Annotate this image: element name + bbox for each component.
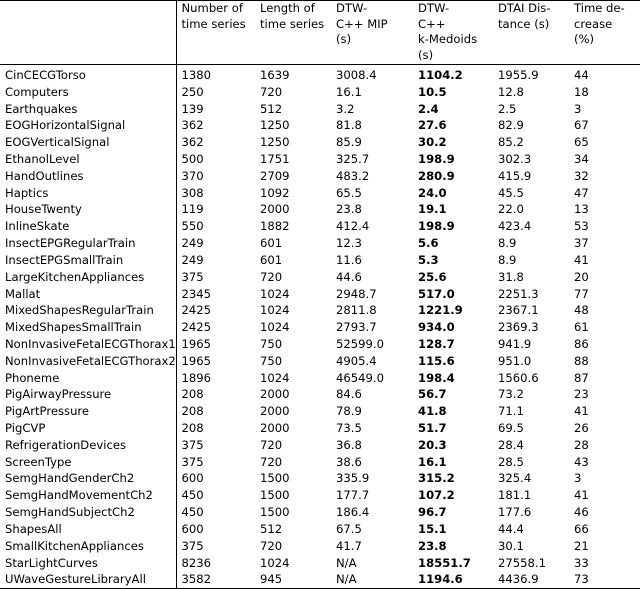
table-row	[0, 235, 640, 252]
header-line: Number of	[181, 1, 243, 15]
table-cell: 423.4	[498, 219, 532, 234]
table-cell: 32	[574, 168, 589, 183]
table-row	[0, 370, 640, 387]
table-cell: 2811.8	[336, 303, 377, 318]
table-cell: ShapesAll	[0, 521, 176, 538]
table-cell: 3582	[181, 572, 212, 587]
table-cell: PigArtPressure	[0, 403, 176, 420]
table-cell: StarLightCurves	[0, 555, 176, 572]
table-cell: 19.1	[418, 202, 447, 217]
table-cell: 23	[574, 387, 589, 402]
table-row	[0, 218, 640, 235]
table-cell: InsectEPGSmallTrain	[0, 252, 176, 269]
table-cell: 51.7	[418, 421, 447, 436]
table-cell: 3	[574, 101, 582, 116]
table-cell: 24.0	[418, 185, 447, 200]
table-cell: 1024	[260, 370, 290, 385]
table-cell: 84.6	[336, 387, 362, 402]
table-cell: 1250	[260, 118, 290, 133]
table-cell: MixedShapesSmallTrain	[0, 319, 176, 336]
table-cell: PigCVP	[0, 420, 176, 437]
table-cell: 22.0	[498, 202, 524, 217]
table-row	[0, 487, 640, 504]
table-cell: Earthquakes	[0, 101, 176, 118]
table-cell: 720	[260, 454, 283, 469]
table-row	[0, 319, 640, 336]
header-dtw-cpp-mip	[331, 1, 413, 65]
table-cell: 87	[574, 370, 589, 385]
table-cell: 128.7	[418, 336, 455, 351]
table-cell: 33	[574, 555, 589, 570]
table-cell: 208	[181, 421, 204, 436]
table-cell: 2425	[181, 320, 212, 335]
table-cell: 52599.0	[336, 336, 384, 351]
table-cell: 8.9	[498, 252, 517, 267]
table-cell: 23.8	[336, 202, 362, 217]
table-cell: 3.2	[336, 101, 355, 116]
header-line: (s)	[418, 47, 434, 62]
table-row	[0, 286, 640, 303]
table-cell: RefrigerationDevices	[0, 437, 176, 454]
table-row	[0, 84, 640, 101]
table-cell: 4436.9	[498, 572, 539, 587]
header-line: DTW-	[336, 1, 368, 15]
table-cell: 18	[574, 84, 589, 99]
table-cell: N/A	[336, 572, 357, 587]
table-row	[0, 336, 640, 353]
table-row	[0, 185, 640, 202]
table-cell: 208	[181, 387, 204, 402]
table-cell: 107.2	[418, 488, 455, 503]
table-cell: 934.0	[418, 320, 455, 335]
table-cell: NonInvasiveFetalECGThorax1	[0, 336, 176, 353]
table-cell: 3008.4	[336, 68, 377, 82]
table-cell: 37	[574, 236, 589, 251]
table-cell: Phoneme	[0, 370, 176, 387]
table-cell: 27.6	[418, 118, 447, 133]
table-cell: HouseTwenty	[0, 201, 176, 218]
table-row	[0, 101, 640, 118]
table-cell: 2000	[260, 387, 290, 402]
table-cell: 249	[181, 252, 204, 267]
table-cell: 1104.2	[418, 68, 463, 82]
table-cell: 71.1	[498, 404, 524, 419]
table-cell: N/A	[336, 555, 357, 570]
table-cell: EthanolLevel	[0, 151, 176, 168]
table-cell: 2000	[260, 421, 290, 436]
table-row	[0, 504, 640, 521]
table-cell: 23.8	[418, 538, 447, 553]
table-cell: 208	[181, 404, 204, 419]
table-cell: 41	[574, 404, 589, 419]
table-cell: 601	[260, 252, 283, 267]
table-cell: 10.5	[418, 84, 447, 99]
table-row	[0, 353, 640, 370]
table-cell: 44.4	[498, 521, 524, 536]
table-cell: 600	[181, 471, 204, 486]
table-cell: 8.9	[498, 236, 517, 251]
table-row	[0, 386, 640, 403]
table-cell: 750	[260, 353, 283, 368]
table-cell: 65	[574, 135, 589, 150]
table-cell: 362	[181, 135, 204, 150]
table-cell: 115.6	[418, 353, 455, 368]
table-cell: 1751	[260, 152, 290, 167]
table-cell: 1024	[260, 320, 290, 335]
table-cell: 20	[574, 269, 589, 284]
table-cell: SemgHandMovementCh2	[0, 487, 176, 504]
table-row	[0, 470, 640, 487]
table-cell: 28.5	[498, 454, 524, 469]
table-cell: 13	[574, 202, 589, 217]
table-cell: 73.2	[498, 387, 524, 402]
table-cell: 181.1	[498, 488, 532, 503]
header-line: DTW-	[418, 1, 450, 15]
table-cell: 1221.9	[418, 303, 463, 318]
table-cell: 18551.7	[418, 555, 471, 570]
table-cell: 1500	[260, 505, 290, 520]
table-cell: 198.4	[418, 370, 455, 385]
table-row	[0, 134, 640, 151]
table-cell: 27558.1	[498, 555, 546, 570]
table-cell: 280.9	[418, 168, 455, 183]
table-cell: 46	[574, 505, 589, 520]
table-row	[0, 454, 640, 471]
table-cell: 20.3	[418, 437, 447, 452]
table-cell: 139	[181, 101, 204, 116]
table-cell: 36.8	[336, 437, 362, 452]
table-cell: 28	[574, 437, 589, 452]
table-cell: 45.5	[498, 185, 524, 200]
table-row	[0, 252, 640, 269]
table-cell: 601	[260, 236, 283, 251]
table-cell: SmallKitchenAppliances	[0, 538, 176, 555]
table-row	[0, 302, 640, 319]
table-cell: 198.9	[418, 152, 455, 167]
table-cell: 1024	[260, 303, 290, 318]
table-cell: 119	[181, 202, 204, 217]
header-line: time series	[260, 16, 325, 31]
table-cell: 1250	[260, 135, 290, 150]
table-cell: LargeKitchenAppliances	[0, 269, 176, 286]
table-cell: 177.6	[498, 505, 532, 520]
table-cell: 2345	[181, 286, 212, 301]
table-cell: 85.9	[336, 135, 362, 150]
table-cell: 81.8	[336, 118, 362, 133]
table-cell: 415.9	[498, 168, 532, 183]
table-cell: 198.9	[418, 219, 455, 234]
table-cell: 66	[574, 521, 589, 536]
table-cell: 951.0	[498, 353, 532, 368]
table-cell: 2369.3	[498, 320, 539, 335]
table-cell: 720	[260, 84, 283, 99]
header-dtw-cpp-kmedoids	[413, 1, 493, 65]
table-cell: 65.5	[336, 185, 362, 200]
table-cell: 1896	[181, 370, 212, 385]
header-line: (%)	[574, 32, 595, 46]
table-cell: 69.5	[498, 421, 524, 436]
table-cell: 1380	[181, 68, 212, 82]
table-cell: 483.2	[336, 168, 370, 183]
table-cell: CinCECGTorso	[0, 65, 176, 84]
table-cell: 1194.6	[418, 572, 463, 587]
table-cell: 2948.7	[336, 286, 377, 301]
header-dtai-distance	[493, 1, 569, 65]
table-cell: 30.1	[498, 538, 524, 553]
header-line: crease	[574, 16, 613, 31]
table-cell: Computers	[0, 84, 176, 101]
table-cell: Mallat	[0, 286, 176, 303]
table-cell: 47	[574, 185, 589, 200]
table-cell: 450	[181, 505, 204, 520]
table-cell: 4905.4	[336, 353, 377, 368]
table-cell: 720	[260, 269, 283, 284]
table-cell: 177.7	[336, 488, 370, 503]
table-cell: 517.0	[418, 286, 455, 301]
table-cell: InlineSkate	[0, 218, 176, 235]
table-cell: 375	[181, 538, 204, 553]
table-cell: 41	[574, 488, 589, 503]
header-line: tance (s)	[498, 16, 550, 31]
table-row	[0, 168, 640, 185]
table-row	[0, 65, 640, 84]
table-cell: MixedShapesRegularTrain	[0, 302, 176, 319]
header-line: Time de-	[574, 1, 625, 15]
table-cell: 41.7	[336, 538, 362, 553]
table-row	[0, 151, 640, 168]
table-cell: HandOutlines	[0, 168, 176, 185]
table-cell: 1955.9	[498, 68, 539, 82]
table-header-row	[0, 1, 640, 65]
table-cell: SemgHandGenderCh2	[0, 470, 176, 487]
table-cell: EOGHorizontalSignal	[0, 117, 176, 134]
table-row	[0, 201, 640, 218]
table-cell: 12.8	[498, 84, 524, 99]
table-cell: 30.2	[418, 135, 447, 150]
table-cell: 375	[181, 454, 204, 469]
table-cell: 1500	[260, 488, 290, 503]
table-cell: 600	[181, 521, 204, 536]
table-row	[0, 437, 640, 454]
table-cell: 77	[574, 286, 589, 301]
table-cell: 5.3	[418, 252, 439, 267]
table-cell: UWaveGestureLibraryAll	[0, 571, 176, 588]
table-cell: 249	[181, 236, 204, 251]
table-cell: 78.9	[336, 404, 362, 419]
table-cell: 1024	[260, 555, 290, 570]
header-line: k-Medoids	[418, 32, 478, 46]
table-cell: 96.7	[418, 505, 447, 520]
table-cell: 335.9	[336, 471, 370, 486]
table-cell: 28.4	[498, 437, 524, 452]
table-cell: 88	[574, 353, 589, 368]
table-cell: 450	[181, 488, 204, 503]
table-cell: 67.5	[336, 521, 362, 536]
table-cell: 2793.7	[336, 320, 377, 335]
table-cell: 2709	[260, 168, 290, 183]
table-cell: 720	[260, 538, 283, 553]
table-cell: Haptics	[0, 185, 176, 202]
table-cell: 1965	[181, 353, 212, 368]
header-dataset	[0, 1, 176, 65]
table-cell: 412.4	[336, 219, 370, 234]
header-time-decrease	[569, 1, 640, 65]
table-cell: 43	[574, 454, 589, 469]
table-cell: 512	[260, 521, 283, 536]
table-cell: 2000	[260, 202, 290, 217]
table-cell: 34	[574, 152, 589, 167]
table-cell: 2367.1	[498, 303, 539, 318]
table-cell: 186.4	[336, 505, 370, 520]
header-number-of-time-series	[176, 1, 255, 65]
table-cell: 25.6	[418, 269, 447, 284]
table-cell: 315.2	[418, 471, 455, 486]
header-length-of-time-series	[255, 1, 331, 65]
table-row	[0, 403, 640, 420]
table-cell: 375	[181, 269, 204, 284]
table-row	[0, 420, 640, 437]
table-cell: SemgHandSubjectCh2	[0, 504, 176, 521]
table-cell: 2425	[181, 303, 212, 318]
table-cell: 302.3	[498, 152, 532, 167]
table-cell: PigAirwayPressure	[0, 386, 176, 403]
table-cell: 12.3	[336, 236, 362, 251]
table-cell: 82.9	[498, 118, 524, 133]
table-cell: 1965	[181, 336, 212, 351]
header-line: time series	[181, 16, 246, 31]
table-cell: 21	[574, 538, 589, 553]
table-cell: 73	[574, 572, 589, 587]
table-cell: 945	[260, 572, 283, 587]
table-cell: 53	[574, 219, 589, 234]
table-cell: ScreenType	[0, 454, 176, 471]
table-cell: 11.6	[336, 252, 362, 267]
table-cell: InsectEPGRegularTrain	[0, 235, 176, 252]
table-cell: 67	[574, 118, 589, 133]
table-cell: 85.2	[498, 135, 524, 150]
table-cell: 8236	[181, 555, 212, 570]
table-cell: 48	[574, 303, 589, 318]
table-cell: 44.6	[336, 269, 362, 284]
table-cell: 16.1	[418, 454, 447, 469]
table-cell: 325.4	[498, 471, 532, 486]
table-row	[0, 269, 640, 286]
results-table	[0, 1, 640, 589]
table-cell: 56.7	[418, 387, 447, 402]
table-cell: 750	[260, 336, 283, 351]
table-cell: 1882	[260, 219, 290, 234]
header-line: C++	[418, 16, 446, 31]
table-row	[0, 538, 640, 555]
table-cell: 2000	[260, 404, 290, 419]
table-cell: 1024	[260, 286, 290, 301]
header-line: (s)	[336, 32, 352, 46]
header-line: DTAI Dis-	[498, 1, 551, 15]
table-row	[0, 117, 640, 134]
table-cell: 38.6	[336, 454, 362, 469]
table-row	[0, 555, 640, 572]
header-line: C++ MIP	[336, 16, 388, 31]
table-cell: 2.5	[498, 101, 517, 116]
table-cell: 1500	[260, 471, 290, 486]
table-cell: 500	[181, 152, 204, 167]
table-cell: 44	[574, 68, 589, 82]
table-cell: 1639	[260, 68, 290, 82]
table-cell: 362	[181, 118, 204, 133]
table-cell: 31.8	[498, 269, 524, 284]
table-cell: 86	[574, 336, 589, 351]
table-cell: 375	[181, 437, 204, 452]
table-cell: 5.6	[418, 236, 439, 251]
table-cell: EOGVerticalSignal	[0, 134, 176, 151]
table-body	[0, 65, 640, 589]
table-cell: 2251.3	[498, 286, 539, 301]
table-cell: 1092	[260, 185, 290, 200]
table-cell: NonInvasiveFetalECGThorax2	[0, 353, 176, 370]
table-cell: 15.1	[418, 521, 447, 536]
table-cell: 941.9	[498, 336, 532, 351]
table-cell: 250	[181, 84, 204, 99]
table-cell: 325.7	[336, 152, 370, 167]
table-cell: 41	[574, 252, 589, 267]
table-cell: 16.1	[336, 84, 362, 99]
table-cell: 41.8	[418, 404, 447, 419]
table-row	[0, 571, 640, 588]
table-cell: 46549.0	[336, 370, 384, 385]
table-cell: 308	[181, 185, 204, 200]
table-cell: 720	[260, 437, 283, 452]
header-line: Length of	[260, 1, 315, 15]
table-cell: 26	[574, 421, 589, 436]
table-cell: 61	[574, 320, 589, 335]
table-cell: 550	[181, 219, 204, 234]
table-row	[0, 521, 640, 538]
table-cell: 2.4	[418, 101, 439, 116]
table-cell: 370	[181, 168, 204, 183]
table-cell: 73.5	[336, 421, 362, 436]
table-cell: 3	[574, 471, 582, 486]
table-cell: 512	[260, 101, 283, 116]
table-cell: 1560.6	[498, 370, 539, 385]
